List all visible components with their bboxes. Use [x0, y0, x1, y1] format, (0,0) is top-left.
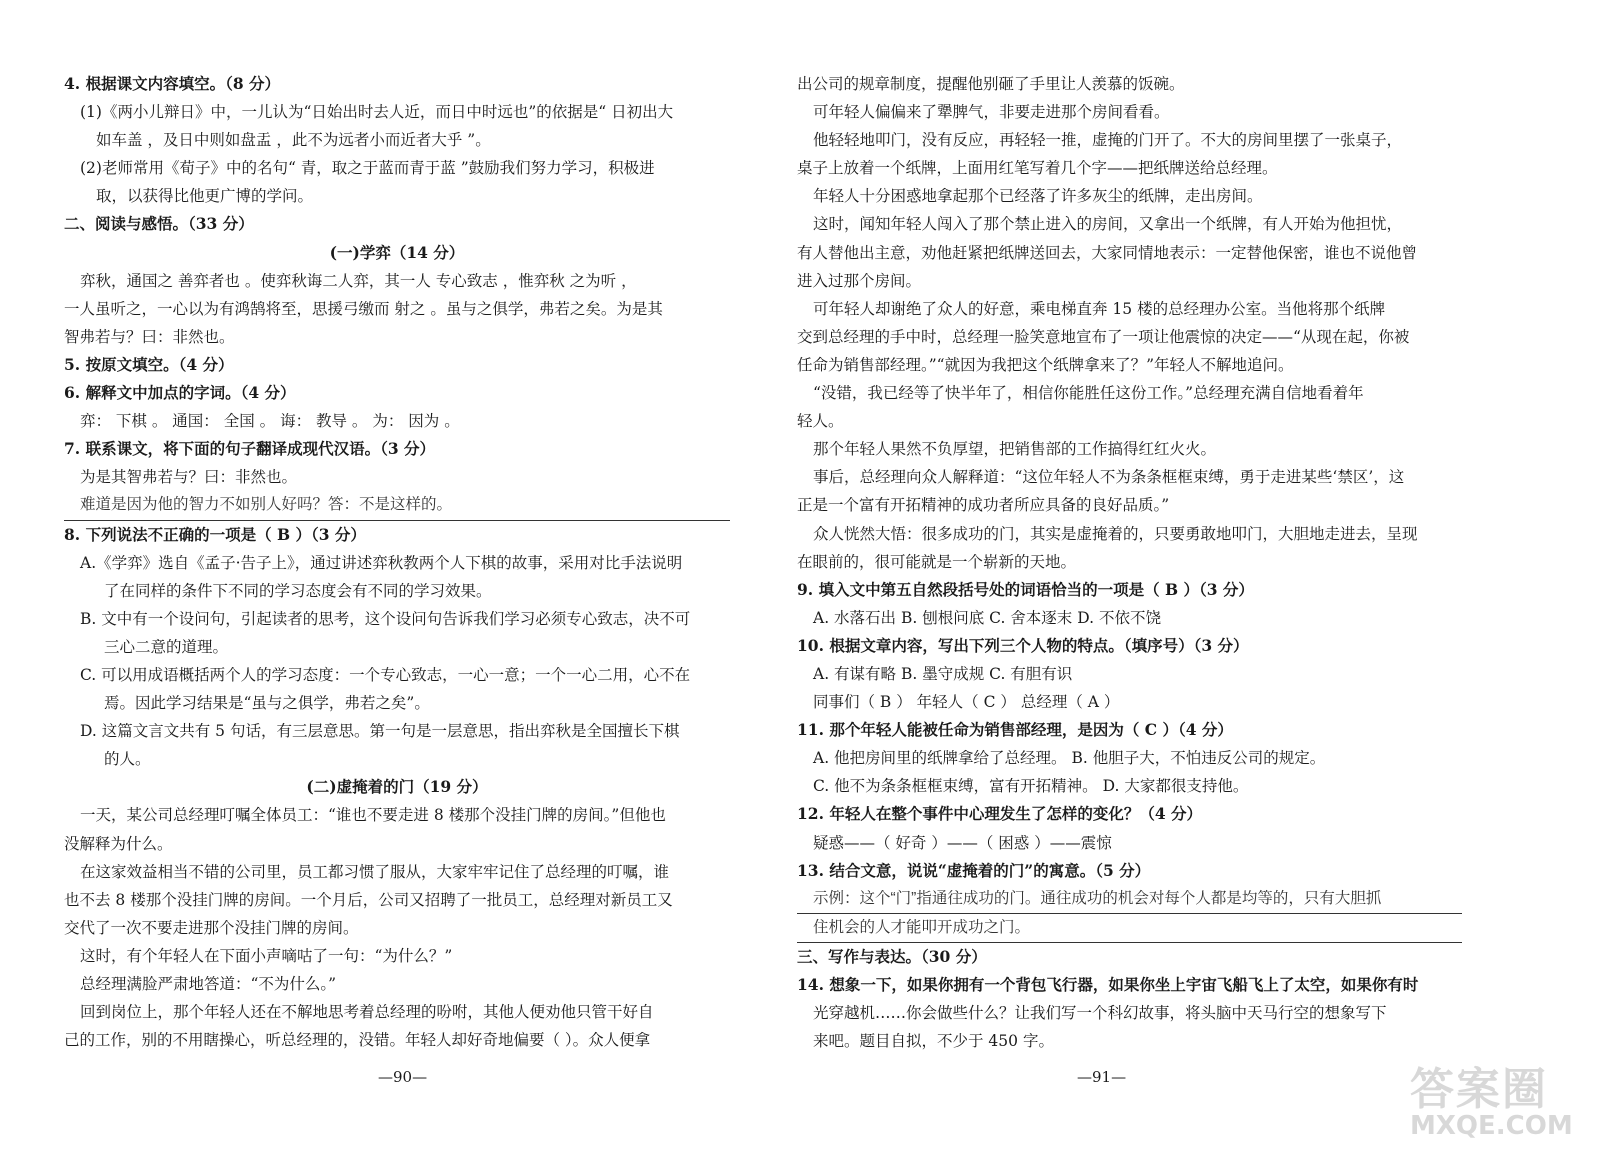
left-text-line: 没解释为什么。	[64, 834, 173, 853]
left-text-line: 二、阅读与感悟。（33 分）	[64, 214, 254, 234]
right-text-line: 同事们（ B ） 年轻人（ C ） 总经理（ A ）	[813, 693, 1120, 712]
left-text-line: D. 这篇文言文共有 5 句话，有三层意思。第一句是一层意思，指出弈秋是全国擅长下棋	[80, 722, 680, 741]
right-text-line: 任命为销售部经理。”“就因为我把这个纸牌拿来了？”年轻人不解地追问。	[797, 355, 1294, 374]
right-text-line: A. 水落石出 B. 刨根问底 C. 舍本逐末 D. 不依不饶	[813, 608, 1161, 627]
right-text-line: 桌子上放着一个纸牌，上面用红笔写着几个字——把纸牌送给总经理。	[797, 159, 1278, 178]
left-text-line: 在这家效益相当不错的公司里，员工都习惯了服从，大家牢牢记住了总经理的叮嘱，谁	[80, 862, 670, 881]
right-text-line: 有人替他出主意，劝他赶紧把纸牌送回去，大家同情地表示：一定替他保密，谁也不说他曾	[797, 243, 1418, 262]
right-text-line: 14. 想象一下，如果你拥有一个背包飞行器，如果你坐上宇宙飞船飞上了太空，如果你有时	[797, 975, 1419, 994]
right-text-line: 可年轻人却谢绝了众人的好意，乘电梯直奔 15 楼的总经理办公室。当他将那个纸牌	[813, 299, 1386, 318]
right-text-line: 事后，总经理向众人解释道：“这位年轻人不为条条框框束缚，勇于走进某些‘禁区’，这	[813, 468, 1405, 487]
left-text-line: (2)老师常用《荀子》中的名句“ 青，取之于蓝而青于蓝 ”鼓励我们努力学习，积极进	[80, 159, 655, 178]
watermark-logo	[1410, 1053, 1573, 1153]
left-text-line: 取，以获得比他更广博的学问。	[96, 187, 314, 206]
left-text-line: 5. 按原文填空。（4 分）	[64, 354, 234, 374]
left-text-line: 三心二意的道理。	[104, 637, 229, 656]
page-number-left: —90—	[378, 1068, 428, 1086]
right-text-line: 他轻轻地叩门，没有反应，再轻轻一推，虚掩的门开了。不大的房间里摆了一张桌子，	[813, 131, 1403, 150]
right-text-line: 疑惑——（ 好奇 ）——（ 困惑 ）——震惊	[813, 833, 1112, 852]
left-page	[64, 70, 730, 1054]
right-text-line: 三、写作与表达。（30 分）	[797, 946, 987, 966]
right-text-line: 正是一个富有开拓精神的成功者所应具备的良好品质。”	[797, 496, 1170, 515]
right-text-line: 9. 填入文中第五自然段括号处的词语恰当的一项是（ B ）（3 分）	[797, 579, 1254, 599]
left-text-line: 7. 联系课文，将下面的句子翻译成现代汉语。（3 分）	[64, 439, 436, 459]
left-text-line: 一天，某公司总经理叮嘱全体员工：“谁也不要走进 8 楼那个没挂门牌的房间。”但他也	[80, 806, 666, 825]
left-text-line: (二)虚掩着的门（19 分）	[306, 777, 488, 797]
watermark-bottom: MXQE.COM	[1410, 1111, 1573, 1141]
right-text-line: 在眼前的，很可能就是一个崭新的天地。	[797, 552, 1077, 571]
left-text-line: 6. 解释文中加点的字词。（4 分）	[64, 383, 296, 403]
watermark-top: 答案圈	[1410, 1064, 1548, 1115]
left-text-line: 回到岗位上，那个年轻人还在不解地思考着总经理的吩咐，其他人便劝他只管干好自	[80, 1003, 654, 1022]
right-text-line: “没错，我已经等了快半年了，相信你能胜任这份工作。”总经理充满自信地看着年	[813, 384, 1364, 403]
right-text-line: A. 他把房间里的纸牌拿给了总经理。 B. 他胆子大，不怕违反公司的规定。	[813, 749, 1326, 768]
right-text-line: 出公司的规章制度，提醒他别砸了手里让人羡慕的饭碗。	[797, 75, 1185, 93]
left-text-line: 这时，有个年轻人在下面小声嘀咕了一句：“为什么？”	[80, 946, 453, 965]
left-text-line: 的人。	[104, 750, 151, 769]
left-text-line: 己的工作，别的不用瞎操心，听总经理的，没错。年轻人却好奇地偏要（ ）。众人便拿	[64, 1031, 651, 1050]
left-text-line: 总经理满脸严肃地答道：“不为什么。”	[80, 975, 337, 993]
right-text-line: 交到总经理的手中时，总经理一脸笑意地宣布了一项让他震惊的决定——“从现在起，你被	[797, 327, 1410, 346]
left-text-line: 8. 下列说法不正确的一项是（ B ）（3 分）	[64, 524, 366, 544]
right-text-line: 10. 根据文章内容，写出下列三个人物的特点。（填序号）（3 分）	[797, 635, 1249, 655]
left-text-line: 为是其智弗若与？曰：非然也。	[80, 468, 298, 487]
left-text-line: 了在同样的条件下不同的学习态度会有不同的学习效果。	[104, 581, 492, 600]
left-text-line: 弈秋，通国之 善弈者也 。使弈秋诲二人弈，其一人 专心致志 ，惟弈秋 之为听 ，	[80, 271, 637, 290]
right-text-line: A. 有谋有略 B. 墨守成规 C. 有胆有识	[813, 664, 1073, 683]
left-text-line: (一)学弈（14 分）	[329, 242, 465, 262]
left-text-line: 智弗若与？曰：非然也。	[64, 327, 235, 346]
right-text-line: 众人恍然大悟：很多成功的门，其实是虚掩着的，只要勇敢地叩门，大胆地走进去，呈现	[813, 524, 1418, 543]
right-text-line: 光穿越机……你会做些什么？让我们写一个科幻故事，将头脑中天马行空的想象写下	[813, 1004, 1387, 1023]
left-text-line: C. 可以用成语概括两个人的学习态度：一个专心致志，一心一意；一个一心二用，心不在	[80, 665, 691, 684]
right-text-line: 住机会的人才能叩开成功之门。	[797, 914, 1462, 943]
left-text-line: 一人虽听之，一心以为有鸿鹄将至，思援弓缴而 射之 。虽与之俱学，弗若之矣。为是其	[64, 299, 663, 318]
right-text-line: 示例：这个“门”指通往成功的门。通往成功的机会对每个人都是均等的，只有大胆抓	[797, 885, 1462, 914]
right-text-line: 那个年轻人果然不负厚望，把销售部的工作搞得红红火火。	[813, 440, 1217, 459]
left-text-line: B. 文中有一个设问句，引起读者的思考，这个设问句告诉我们学习必须专心致志，决不可	[80, 609, 691, 628]
left-text-line: 难道是因为他的智力不如别人好吗？答：不是这样的。	[64, 491, 730, 520]
right-text-line: 进入过那个房间。	[797, 271, 922, 290]
left-text-line: 弈： 下棋 。 通国： 全国 。 诲： 教导 。 为： 因为 。	[80, 412, 460, 431]
left-text-line: 焉。因此学习结果是“虽与之俱学，弗若之矣”。	[104, 694, 430, 713]
right-page	[797, 70, 1462, 1055]
left-text-line: 交代了一次不要走进那个没挂门牌的房间。	[64, 918, 359, 937]
right-text-line: 可年轻人偏偏来了犟脾气，非要走进那个房间看看。	[813, 103, 1170, 122]
left-text-line: 4. 根据课文内容填空。（8 分）	[64, 74, 281, 93]
right-text-line: 13. 结合文意，说说“虚掩着的门”的寓意。（5 分）	[797, 860, 1151, 880]
left-text-line: 也不去 8 楼那个没挂门牌的房间。一个月后，公司又招聘了一批员工，总经理对新员工又	[64, 890, 673, 909]
right-text-line: 来吧。题目自拟，不少于 450 字。	[813, 1032, 1054, 1051]
right-text-line: C. 他不为条条框框束缚，富有开拓精神。 D. 大家都很支持他。	[813, 777, 1249, 796]
right-text-line: 这时，闻知年轻人闯入了那个禁止进入的房间，又拿出一个纸牌，有人开始为他担忧，	[813, 215, 1403, 234]
left-text-line: 如车盖 ，及日中则如盘盂 ，此不为远者小而近者大乎 ”。	[96, 131, 491, 150]
right-text-line: 12. 年轻人在整个事件中心理发生了怎样的变化？（4 分）	[797, 804, 1203, 824]
right-text-line: 11. 那个年轻人能被任命为销售部经理，是因为（ C ）（4 分）	[797, 720, 1233, 740]
right-text-line: 年轻人十分困惑地拿起那个已经落了许多灰尘的纸牌，走出房间。	[813, 187, 1263, 206]
left-text-line: (1)《两小儿辩日》中，一儿认为“日始出时去人近，而日中时远也”的依据是“ 日初出大	[80, 103, 674, 122]
page-number-right: —91—	[1077, 1068, 1127, 1086]
right-text-line: 轻人。	[797, 412, 844, 431]
left-text-line: A.《学弈》选自《孟子·告子上》，通过讲述弈秋教两个人下棋的故事，采用对比手法说明	[80, 553, 683, 572]
